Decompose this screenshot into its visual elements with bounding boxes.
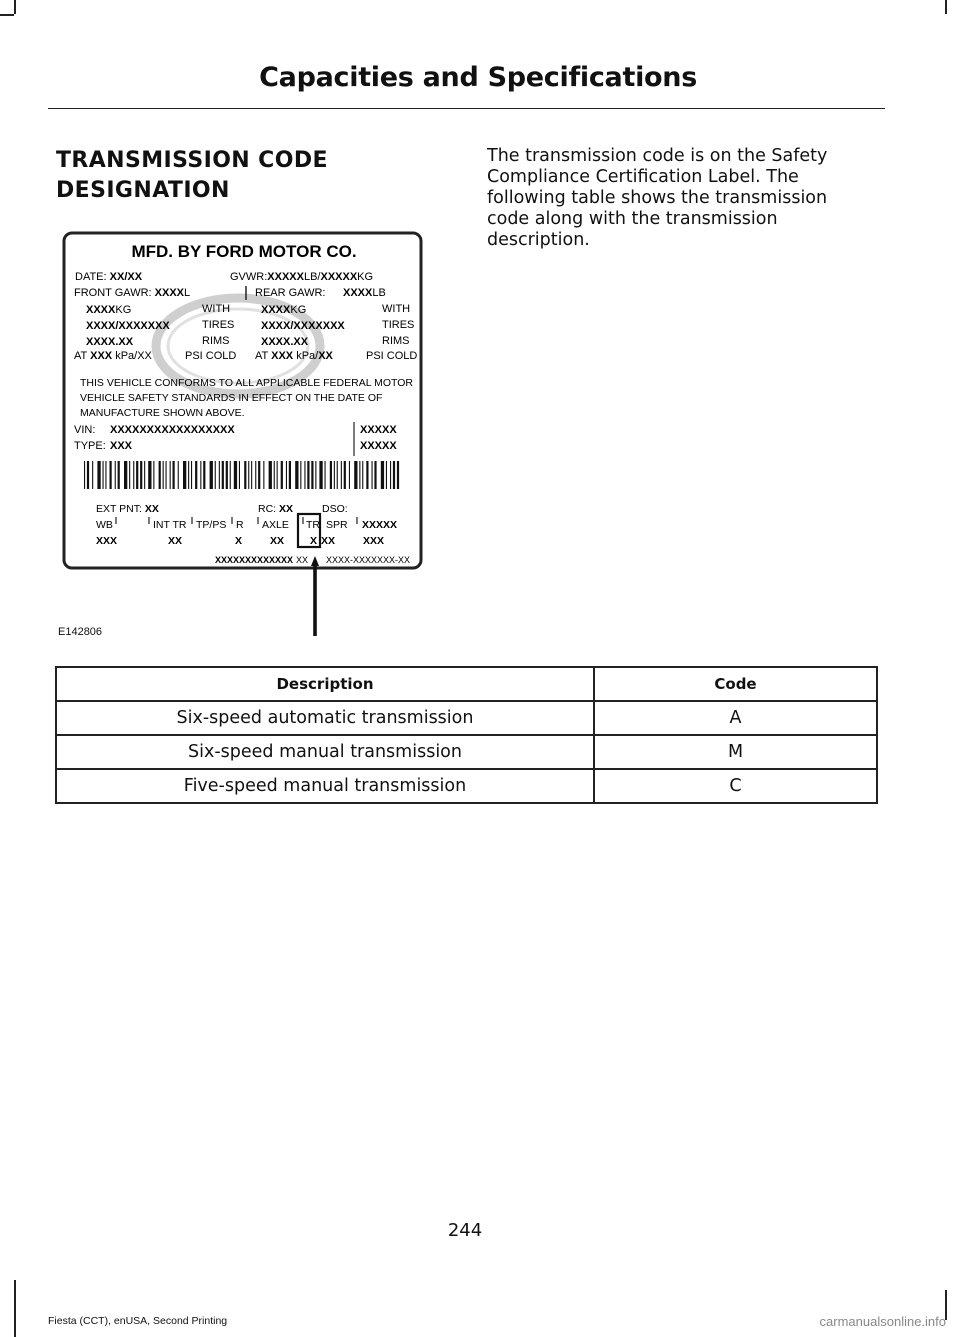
- table-row: [56, 769, 877, 803]
- label-spr: SPR: [326, 519, 348, 531]
- figure-code: E142806: [58, 626, 103, 638]
- label-maker: MFD. BY FORD MOTOR CO.: [131, 242, 357, 261]
- watermark-link[interactable]: carmanualsonline.info: [819, 1314, 946, 1329]
- barcode-bar: [359, 461, 360, 489]
- crop-mark-top-left-h: [0, 14, 14, 16]
- barcode-bar: [393, 461, 395, 489]
- label-front-rim: XXXX.XX: [86, 336, 134, 348]
- label-box-line-2: XXXXX: [360, 440, 397, 452]
- label-vin-value: XXXXXXXXXXXXXXXXX: [110, 424, 235, 436]
- label-dso: DSO:: [322, 503, 348, 515]
- barcode-bar: [319, 461, 322, 489]
- label-rear-rim: XXXX.XX: [261, 336, 309, 348]
- barcode-bar: [84, 461, 85, 489]
- label-ext-pnt: EXT PNT: XX: [96, 503, 159, 515]
- label-axle-value: XX: [270, 535, 285, 547]
- page-number: 244: [447, 1220, 483, 1241]
- page-header: [48, 60, 885, 109]
- footer-text: Fiesta (CCT), enUSA, Second Printing: [48, 1315, 228, 1327]
- label-rear-gawr-value: XXXXLB: [343, 287, 386, 299]
- label-type-label: TYPE:: [74, 440, 106, 452]
- barcode-bar: [153, 461, 154, 489]
- barcode-bar: [183, 461, 186, 489]
- page-title: Capacities and Specifications: [259, 62, 697, 93]
- barcode-bar: [234, 461, 237, 489]
- barcode-bar: [105, 461, 106, 489]
- label-tires-rear: TIRES: [382, 319, 415, 331]
- barcode-bar: [258, 461, 260, 489]
- label-r-value: X: [235, 535, 243, 547]
- barcode-bar: [269, 461, 272, 489]
- barcode-bar: [372, 461, 373, 489]
- label-conform-1: THIS VEHICLE CONFORMS TO ALL APPLICABLE FEDERAL MOTOR: [80, 377, 413, 389]
- table-row: [56, 735, 877, 769]
- label-wb-value: XXX: [96, 535, 118, 547]
- section-title-line-2: DESIGNATION: [56, 178, 230, 203]
- row-description: Six-speed manual transmission: [56, 735, 594, 769]
- label-front-tire: XXXX/XXXXXXX: [86, 320, 170, 332]
- barcode-bar: [115, 461, 116, 489]
- certification-label-figure: [58, 228, 428, 573]
- barcode-bar: [248, 461, 249, 489]
- label-wb: WB: [96, 519, 113, 531]
- label-vin-label: VIN:: [74, 424, 96, 436]
- transmission-code-table: [55, 666, 878, 804]
- label-conform-3: MANUFACTURE SHOWN ABOVE.: [80, 407, 245, 419]
- barcode-bar: [163, 461, 164, 489]
- barcode-bar: [277, 461, 278, 489]
- barcode-bar: [230, 461, 231, 489]
- barcode-bar: [311, 461, 313, 489]
- barcode-bar: [173, 461, 175, 489]
- barcode-bar: [286, 461, 287, 489]
- row-code: C: [594, 769, 877, 803]
- barcode-bar: [210, 461, 213, 489]
- barcode-bar: [239, 461, 240, 489]
- label-front-kg: XXXXKG: [86, 304, 132, 316]
- label-psi-front: PSI COLD: [185, 350, 237, 362]
- barcode-bar: [362, 461, 363, 489]
- label-tr-value: X: [310, 535, 318, 547]
- barcode-bar: [110, 461, 112, 489]
- label-int-tr-value: XX: [168, 535, 183, 547]
- label-rims-front: RIMS: [202, 335, 230, 347]
- barcode-bar: [133, 461, 134, 489]
- label-box-line-1: XXXXX: [360, 424, 397, 436]
- barcode-bar: [124, 461, 127, 489]
- barcode-bar: [274, 461, 275, 489]
- barcode-bar: [203, 461, 205, 489]
- label-with-rear: WITH: [382, 303, 411, 315]
- barcode-bar: [315, 461, 316, 489]
- label-conform-2: VEHICLE SAFETY STANDARDS IN EFFECT ON THE DATE OF: [80, 392, 383, 404]
- label-date: DATE: XX/XX: [75, 271, 143, 283]
- label-tp-ps: TP/PS: [196, 519, 227, 531]
- label-type-value: XXX: [110, 440, 133, 452]
- row-code: A: [594, 701, 877, 735]
- barcode-bar: [103, 461, 104, 489]
- crop-mark-top-right: [945, 0, 947, 14]
- label-pressure-rear: AT XXX kPa/XX: [255, 350, 333, 362]
- barcode-bar: [200, 461, 201, 489]
- section-title-line-1: TRANSMISSION CODE: [56, 148, 328, 173]
- crop-mark-bottom-left: [14, 1280, 16, 1337]
- barcode-bar: [244, 461, 246, 489]
- barcode-bar: [87, 461, 89, 489]
- barcode-bar: [330, 461, 332, 489]
- label-pressure-front: AT XXX kPa/XX: [74, 350, 152, 362]
- barcode-bar: [349, 461, 350, 489]
- label-tr: TR: [306, 519, 320, 531]
- barcode-bar: [195, 461, 197, 489]
- label-gvwr: GVWR:XXXXXLB/XXXXXKG: [230, 271, 374, 283]
- label-bottom-code-2: XX: [296, 555, 309, 565]
- barcode-bar: [381, 461, 384, 489]
- barcode-bar: [226, 461, 228, 489]
- barcode-bar: [307, 461, 309, 489]
- column-header-description: Description: [56, 667, 594, 701]
- barcode-bar: [170, 461, 171, 489]
- label-rc: RC: XX: [258, 503, 294, 515]
- barcode-bar: [390, 461, 391, 489]
- table-row: [56, 701, 877, 735]
- barcode-bar: [251, 461, 252, 489]
- barcode-bar: [178, 461, 179, 489]
- barcode-bar: [166, 461, 167, 489]
- barcode-bar: [366, 461, 368, 489]
- crop-mark-top-left: [14, 0, 16, 14]
- barcode-bar: [344, 461, 346, 489]
- certification-label-svg: [58, 228, 428, 573]
- barcode-bar: [386, 461, 387, 489]
- label-rear-gawr: REAR GAWR:: [255, 287, 326, 299]
- label-axle: AXLE: [262, 519, 289, 531]
- label-spr-value: XX: [321, 535, 336, 547]
- barcode-bar: [215, 461, 216, 489]
- barcode-bar: [92, 461, 93, 489]
- label-front-gawr: FRONT GAWR: XXXXL: [74, 287, 191, 299]
- barcode-bar: [136, 461, 138, 489]
- barcode-bar: [222, 461, 224, 489]
- barcode-bar: [289, 461, 291, 489]
- pointer-arrow-icon: [311, 556, 319, 636]
- label-bottom-code-3: XXXX-XXXXXXX-XX: [326, 555, 411, 565]
- label-rear-kg: XXXXKG: [261, 304, 307, 316]
- barcode-bar: [159, 461, 161, 489]
- row-code: M: [594, 735, 877, 769]
- barcode-bar: [191, 461, 192, 489]
- barcode-bar: [255, 461, 256, 489]
- barcode-bar: [300, 461, 301, 489]
- barcode-bar: [397, 461, 399, 489]
- row-description: Five-speed manual transmission: [56, 769, 594, 803]
- label-with-front: WITH: [202, 303, 231, 315]
- barcode-bar: [188, 461, 189, 489]
- label-last-value: XXX: [363, 535, 385, 547]
- barcode-bar: [148, 461, 151, 489]
- barcode-bar: [374, 461, 376, 489]
- barcode-bar: [337, 461, 338, 489]
- barcode-bar: [263, 461, 264, 489]
- barcode-bar: [341, 461, 342, 489]
- barcode-bar: [129, 461, 130, 489]
- label-tires-front: TIRES: [202, 319, 235, 331]
- barcode-bar: [295, 461, 298, 489]
- section-title: [56, 146, 436, 206]
- barcode-bar: [118, 461, 120, 489]
- label-int-tr: INT TR: [153, 519, 187, 531]
- barcode-bar: [144, 461, 145, 489]
- label-psi-rear: PSI COLD: [366, 350, 418, 362]
- barcode-bar: [281, 461, 283, 489]
- label-r: R: [236, 519, 244, 531]
- intro-paragraph: The transmission code is on the Safety Compliance Certification Label. The following table shows the transmission code along with the transmission description.: [487, 146, 828, 250]
- label-bottom-code-1: XXXXXXXXXXXXX: [215, 555, 294, 565]
- label-spr-code: XXXXX: [362, 519, 398, 531]
- barcode-bar: [304, 461, 305, 489]
- row-description: Six-speed automatic transmission: [56, 701, 594, 735]
- barcode-bar: [97, 461, 100, 489]
- column-header-code: Code: [594, 667, 877, 701]
- barcode-bar: [354, 461, 357, 489]
- table-header-row: [56, 667, 877, 701]
- label-rims-rear: RIMS: [382, 335, 410, 347]
- barcode-bar: [219, 461, 220, 489]
- barcode-bar: [140, 461, 142, 489]
- barcode-bar: [325, 461, 326, 489]
- barcode-bar: [334, 461, 335, 489]
- label-rear-tire: XXXX/XXXXXXX: [261, 320, 345, 332]
